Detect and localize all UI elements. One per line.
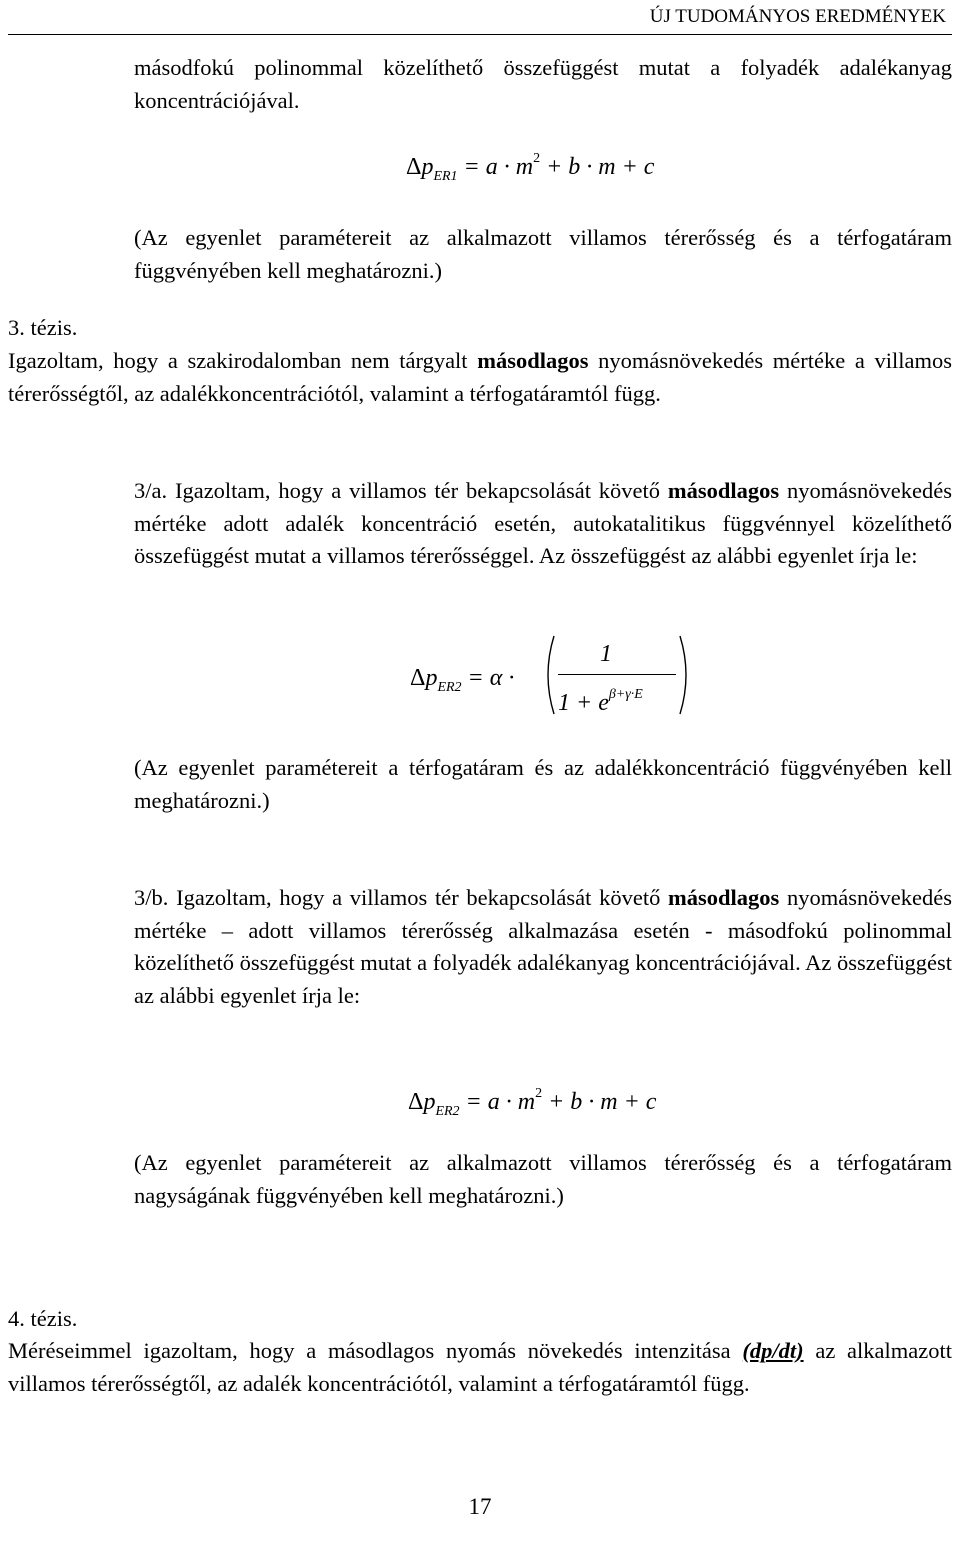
thesis-3-heading: 3. tézis. xyxy=(8,315,78,340)
thesis-3a-paragraph: 3/a. Igazoltam, hogy a villamos tér bekapcsolását követő másodlagos nyomásnövekedés mértéke adott adalék koncentráció esetén, autokatalitikus függvénnyel közelíthető összefüggést mutat a villamos térerősséggel. Az összefüggést az alábbi egyenlet írja le: xyxy=(134,478,952,568)
intro-note: (Az egyenlet paramétereit az alkalmazott villamos térerősség és a térfogatáram függvényében kell meghatározni.) xyxy=(134,225,952,283)
page-number: 17 xyxy=(468,1494,492,1519)
running-header xyxy=(8,6,952,35)
equation-3: $\Delta p_{ER2} = a \cdot m^2 + b \cdot m + c$ xyxy=(408,1086,657,1119)
thesis-3b-note: (Az egyenlet paramétereit az alkalmazott villamos térerősség és a térfogatáram nagyságának függvényében kell meghatározni.) xyxy=(134,1150,952,1208)
thesis-4-paragraph: Méréseimmel igazoltam, hogy a másodlagos nyomás növekedés intenzitása (dp/dt) az alkalmazott villamos térerősségtől, az adalék koncentrációtól, valamint a térfogatáramtól függ. xyxy=(8,1338,952,1396)
left-paren xyxy=(538,630,558,720)
thesis-4-heading: 4. tézis. xyxy=(8,1306,78,1331)
equation-1: $\Delta p_{ER1} = a \cdot m^2 + b \cdot m + c$ xyxy=(406,151,655,184)
equation-2: $\Delta p_{ER2} = \alpha$ · 1 $1 + e^{\beta+\gamma\cdot E}$ xyxy=(410,630,710,730)
thesis-3a-note: (Az egyenlet paramétereit a térfogatáram és az adalékkoncentráció függvényében kell meghatározni.) xyxy=(134,755,952,813)
header-title: ÚJ TUDOMÁNYOS EREDMÉNYEK xyxy=(649,6,946,27)
thesis-3b-paragraph: 3/b. Igazoltam, hogy a villamos tér bekapcsolását követő másodlagos nyomásnövekedés mértéke – adott villamos térerősség alkalmazása esetén - másodfokú polinommal közelíthető összefüggést mutat a folyadék adalékanyag koncentrációjával. Az összefüggést az alábbi egyenlet írja le: xyxy=(134,885,952,1008)
right-paren xyxy=(676,630,696,720)
fraction-numerator: 1 xyxy=(600,641,612,667)
fraction-denominator: $1 + e^{\beta+\gamma\cdot E}$ xyxy=(558,687,643,716)
fraction-bar xyxy=(558,674,676,675)
thesis-3-paragraph: Igazoltam, hogy a szakirodalomban nem tárgyalt másodlagos nyomásnövekedés mértéke a villamos térerősségtől, az adalékkoncentrációtól, valamint a térfogatáramtól függ. xyxy=(8,348,952,406)
intro-paragraph: másodfokú polinommal közelíthető összefüggést mutat a folyadék adalékanyag koncentrációjával. xyxy=(134,55,952,113)
